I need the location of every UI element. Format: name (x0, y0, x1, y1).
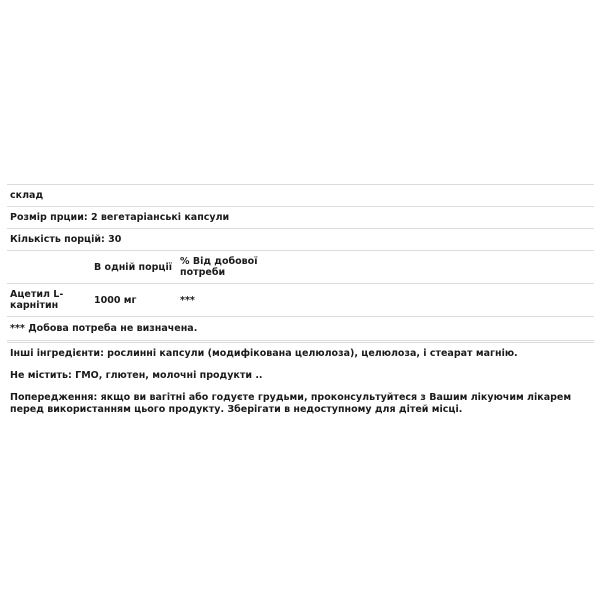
ingredient-daily-value: *** (177, 284, 594, 317)
free-from: Не містить: ГМО, глютен, молочні продукти .. (10, 370, 263, 381)
serving-size-row (7, 207, 594, 229)
serving-size-text: Розмір прции: 2 вегетаріанські капсули (7, 207, 594, 229)
servings-row (7, 229, 594, 251)
daily-value-header-line1: % Від добової (180, 256, 258, 267)
servings-text: Кількість порцій: 30 (7, 229, 594, 251)
product-notes (7, 342, 594, 416)
ingredient-name-line1: Ацетил L- (10, 289, 64, 300)
table-row (7, 284, 594, 317)
other-ingredients: Інші інгредієнти: рослинні капсули (модифікована целюлоза), целюлоза, і стеарат магнію. (10, 348, 518, 359)
column-header-per-serving: В одній порції (91, 251, 177, 284)
footnote-row (7, 317, 594, 341)
warning-text: Попередження: якщо ви вагітні або годуєте грудьми, проконсультуйтеся з Вашим лікуючим лікарем перед використанням цього продукту. Зберігати в недоступному для дітей місці. (10, 392, 572, 415)
ingredient-name-line2: карнітин (10, 300, 59, 311)
table-header-row (7, 185, 594, 207)
ingredient-amount: 1000 мг (91, 284, 177, 317)
daily-value-header-line2: потреби (180, 267, 226, 278)
supplement-facts-table (7, 184, 594, 341)
column-header-row (7, 251, 594, 284)
table-title: склад (7, 185, 594, 207)
column-header-empty (7, 251, 91, 284)
ingredient-name (7, 284, 91, 317)
footnote-text: *** Добова потреба не визначена. (7, 317, 594, 341)
column-header-daily-value (177, 251, 594, 284)
